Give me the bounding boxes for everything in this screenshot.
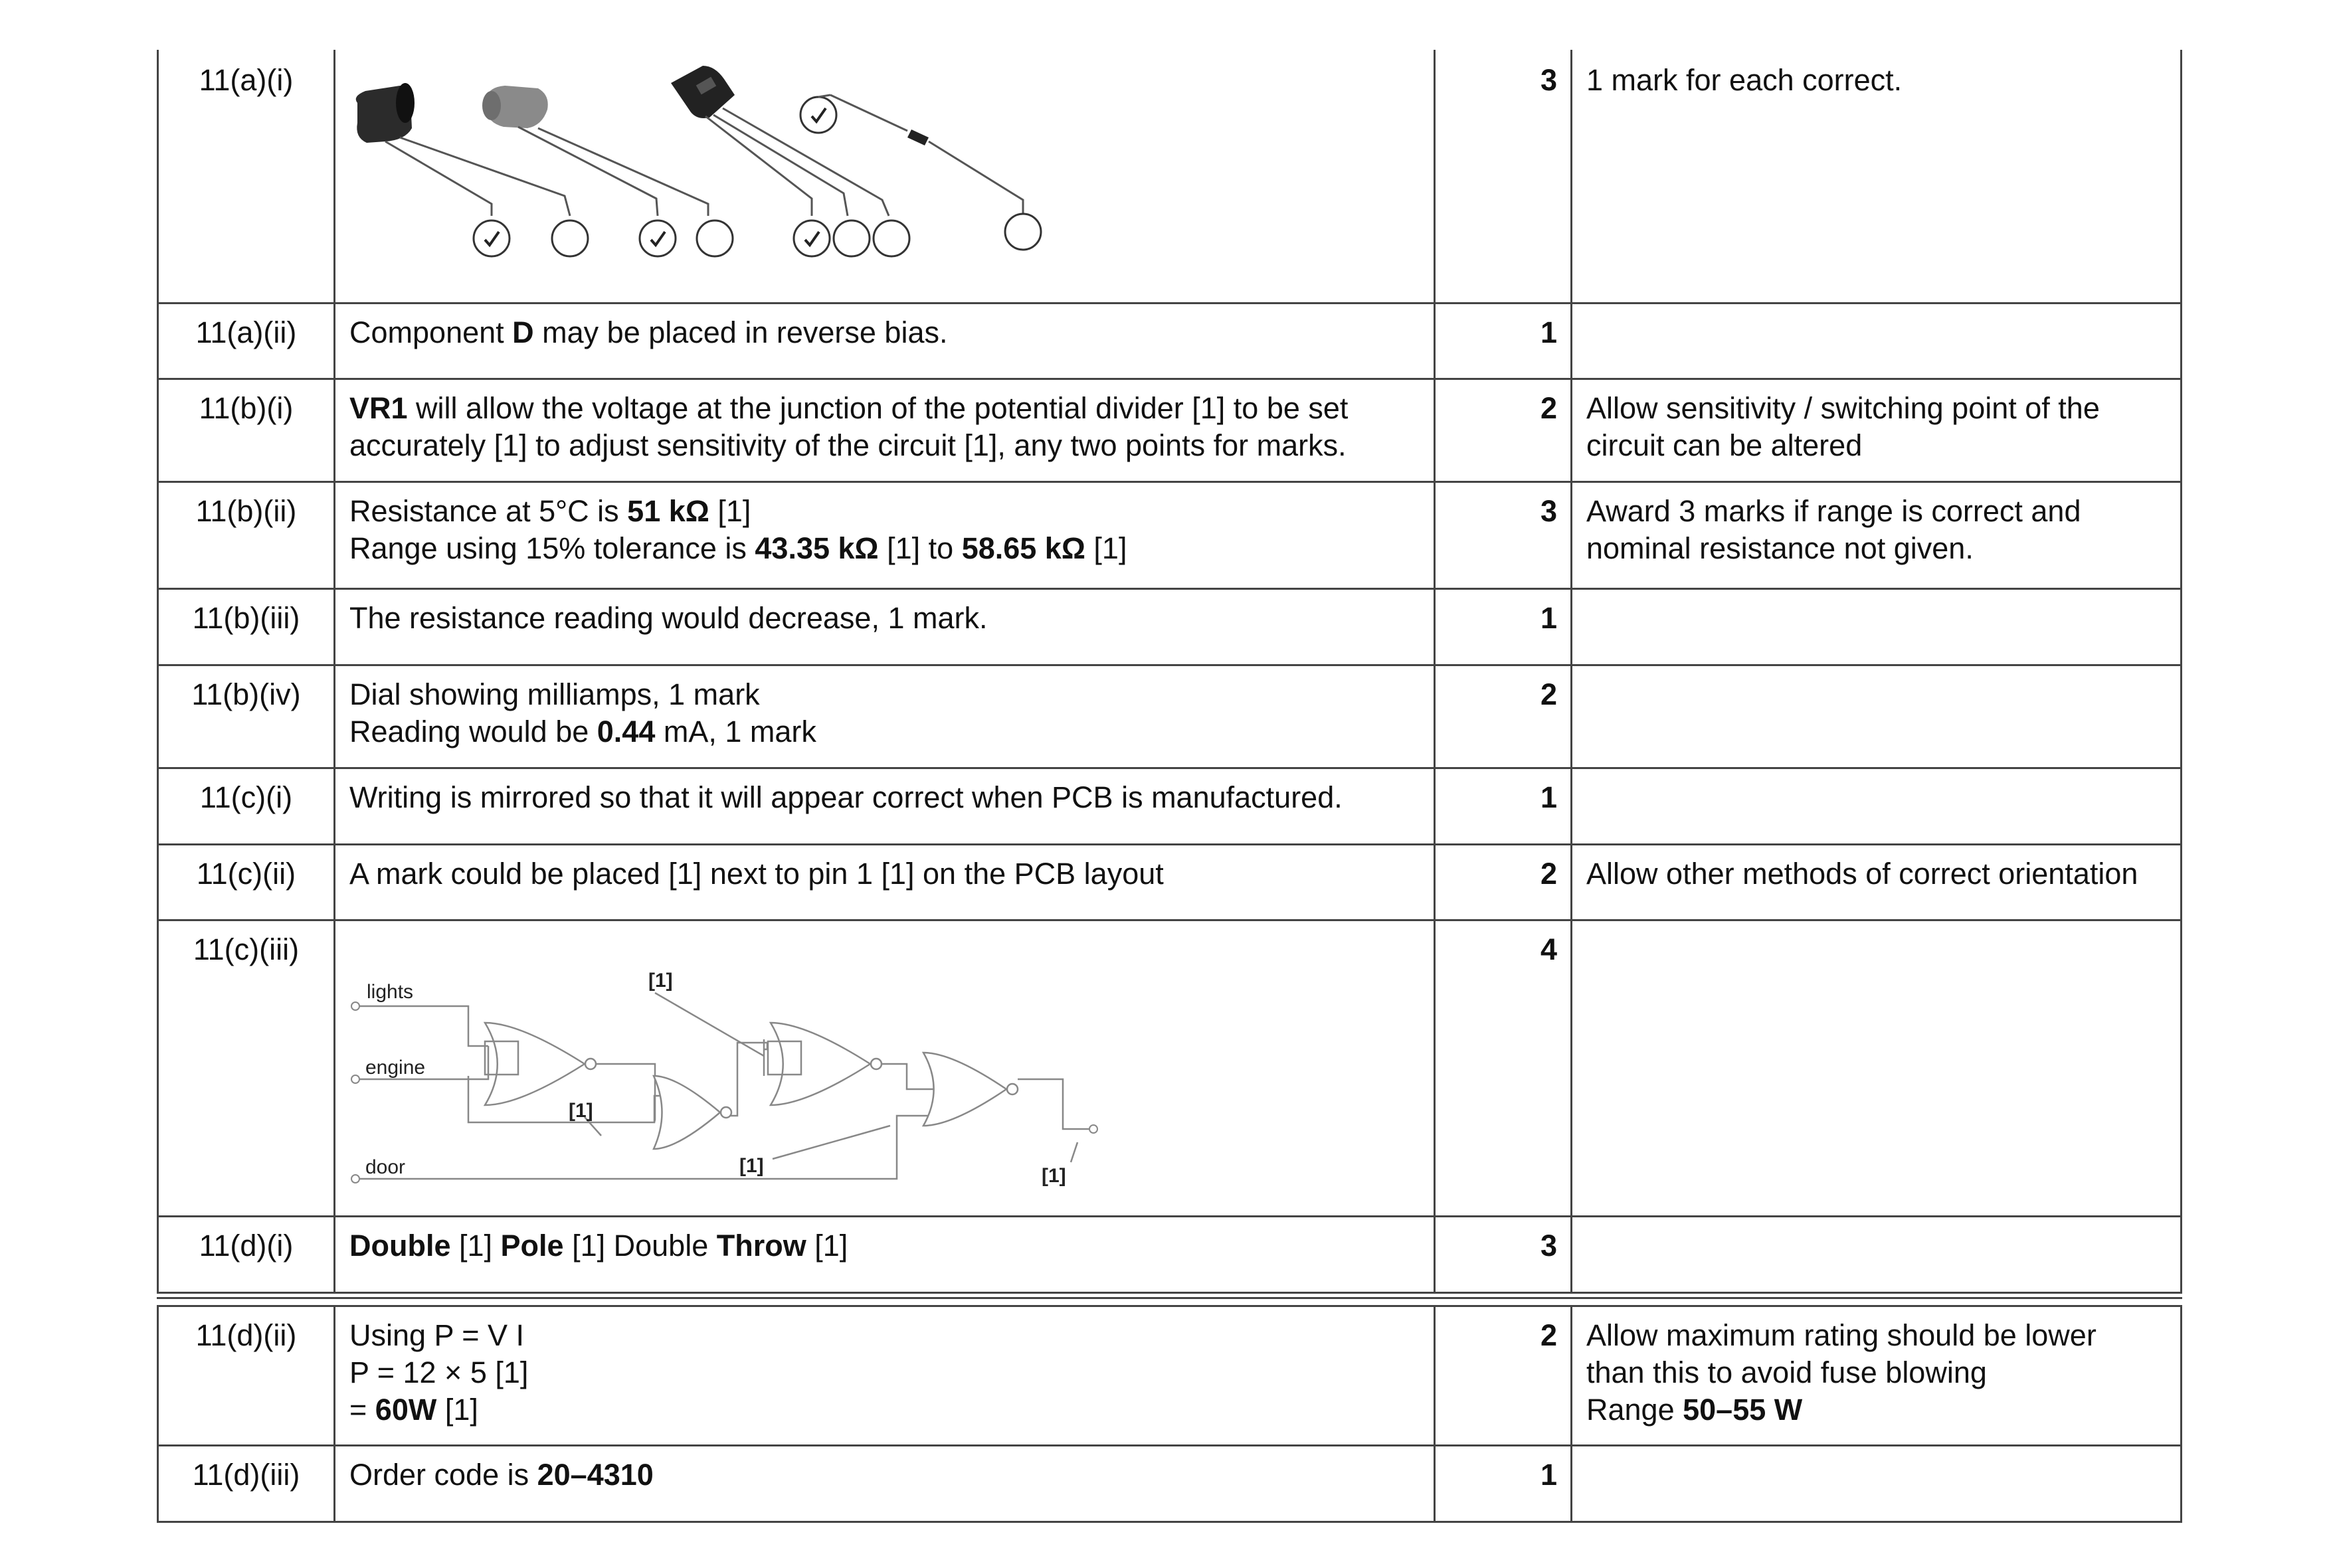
answer-line <box>349 390 1423 427</box>
question-number: 11(d)(iii) <box>192 1458 300 1492</box>
bold-answer-text: 51 kΩ <box>627 494 709 528</box>
answer-line <box>349 1227 1423 1264</box>
answer-text: accurately [1] to adjust sensitivity of the circuit [1], any two points for marks. <box>349 428 1347 462</box>
column-border <box>1434 50 1436 1294</box>
answer-line <box>349 1456 1423 1494</box>
wire <box>1018 1079 1089 1129</box>
input-terminal-icon <box>351 1002 359 1010</box>
row-divider <box>157 1215 2182 1217</box>
empty-circle-icon <box>697 220 733 256</box>
answer-text: [1] <box>709 494 751 528</box>
bold-answer-text: 43.35 kΩ <box>755 531 879 565</box>
inverter-bubble-icon <box>871 1059 882 1069</box>
column-border <box>333 50 335 1294</box>
checked-circle-icon <box>800 97 836 133</box>
bold-answer-text: 20–4310 <box>537 1458 654 1492</box>
lead-wire <box>830 95 907 131</box>
input-terminal-icon <box>351 1075 359 1083</box>
answer-line <box>349 314 1423 351</box>
answer-line <box>349 427 1423 464</box>
components-figure <box>339 56 1109 302</box>
question-number: 11(c)(i) <box>199 780 293 814</box>
guidance-cell <box>1586 390 2170 464</box>
empty-circle-icon <box>1005 214 1041 250</box>
row-divider <box>157 481 2182 483</box>
answer-text: Dial showing milliamps, 1 mark <box>349 677 760 711</box>
guidance-line: Allow sensitivity / switching point of the <box>1586 391 2100 425</box>
mark-annotation: [1] <box>648 970 673 992</box>
question-number: 11(c)(iii) <box>193 932 300 966</box>
column-border <box>2180 50 2182 1294</box>
row-divider <box>157 664 2182 666</box>
answer-text: Resistance at 5°C is <box>349 494 628 528</box>
input-label-engine: engine <box>365 1057 426 1079</box>
lead-wire <box>385 141 492 216</box>
inverter-bubble-icon <box>1007 1084 1018 1094</box>
guidance-cell <box>1586 1317 2170 1429</box>
bold-answer-text: 60W <box>375 1393 437 1427</box>
bold-answer-text: Throw <box>716 1229 806 1263</box>
marks-value: 4 <box>1540 932 1557 966</box>
answer-text: Allow maximum rating should be lower <box>1586 1318 2097 1352</box>
answer-cell <box>349 1456 1423 1494</box>
answer-text: [1] <box>1085 531 1127 565</box>
mark-annotation: [1] <box>739 1155 764 1177</box>
row-divider <box>157 378 2182 380</box>
guidance-line <box>1586 1391 2170 1429</box>
answer-text: will allow the voltage at the junction of the potential divider [1] to be set <box>407 391 1349 425</box>
empty-circle-icon <box>834 220 870 256</box>
answer-text: The resistance reading would decrease, 1 mark. <box>349 601 988 635</box>
lead-wire <box>705 116 812 216</box>
answer-line <box>349 1317 1423 1354</box>
input-terminal-icon <box>351 1175 359 1183</box>
wire <box>595 1064 655 1122</box>
answer-text: A mark could be placed [1] next to pin 1 [1] on the PCB layout <box>349 857 1164 891</box>
answer-cell <box>349 855 1423 893</box>
page-break-rule <box>157 1297 2182 1299</box>
answer-text: Reading would be <box>349 715 597 748</box>
logic-gate-diagram <box>339 923 1136 1215</box>
answer-text: P = 12 × 5 [1] <box>349 1355 529 1389</box>
guidance-cell <box>1586 855 2170 893</box>
checked-circle-icon <box>474 220 510 256</box>
nor-gate-icon <box>654 1076 720 1149</box>
wire <box>731 1043 767 1116</box>
marks-value: 2 <box>1540 677 1557 711</box>
answer-line <box>349 493 1423 530</box>
answer-text: Range using 15% tolerance is <box>349 531 755 565</box>
lead-wire <box>929 141 1023 216</box>
mark-annotation: [1] <box>1042 1165 1066 1187</box>
wire <box>878 1064 933 1089</box>
question-number: 11(b)(i) <box>199 391 294 425</box>
row-divider <box>157 767 2182 769</box>
bold-answer-text: VR1 <box>349 391 408 425</box>
question-number: 11(a)(ii) <box>195 315 297 349</box>
guidance-cell <box>1586 62 2170 99</box>
diode-icon <box>907 130 929 145</box>
table-bottom-border <box>157 1292 2182 1294</box>
answer-text: Writing is mirrored so that it will appear correct when PCB is manufactured. <box>349 780 1343 814</box>
marks-value: 3 <box>1540 63 1557 97</box>
question-number: 11(b)(ii) <box>195 494 297 528</box>
column-border <box>2180 1305 2182 1523</box>
marks-value: 1 <box>1540 315 1557 349</box>
empty-circle-icon <box>552 220 588 256</box>
guidance-line <box>1586 1317 2170 1354</box>
answer-cell <box>349 600 1423 637</box>
output-terminal-icon <box>1089 1125 1097 1133</box>
marks-value: 1 <box>1540 601 1557 635</box>
question-number: 11(c)(ii) <box>196 857 296 891</box>
marks-value: 3 <box>1540 494 1557 528</box>
guidance-line <box>1586 1354 2170 1391</box>
lead-wire <box>400 137 570 216</box>
answer-line <box>349 1354 1423 1391</box>
answer-text: [1] Double <box>563 1229 717 1263</box>
answer-line <box>349 855 1423 893</box>
table-top-border <box>157 1305 2182 1307</box>
inverter-bubble-icon <box>721 1107 731 1118</box>
answer-text: [1] <box>436 1393 478 1427</box>
answer-text: Order code is <box>349 1458 537 1492</box>
marks-value: 2 <box>1540 391 1557 425</box>
answer-cell <box>349 390 1423 464</box>
wire <box>1071 1142 1077 1162</box>
inverter-bubble-icon <box>585 1059 596 1069</box>
question-number: 11(d)(ii) <box>195 1318 297 1352</box>
wire <box>359 1116 933 1179</box>
answer-text: Range <box>1586 1393 1683 1427</box>
answer-line <box>349 779 1423 816</box>
answer-line <box>349 530 1423 567</box>
question-number: 11(b)(iii) <box>192 601 300 635</box>
answer-line <box>349 713 1423 750</box>
row-divider <box>157 588 2182 590</box>
marks-value: 1 <box>1540 780 1557 814</box>
column-border <box>333 1305 335 1523</box>
answer-text: may be placed in reverse bias. <box>533 315 948 349</box>
marks-value: 2 <box>1540 1318 1557 1352</box>
answer-cell <box>349 1227 1423 1264</box>
checked-circle-icon <box>794 220 830 256</box>
nor-gate-icon <box>771 1023 870 1105</box>
row-divider <box>157 1444 2182 1446</box>
answer-line <box>349 1391 1423 1429</box>
answer-text: Using P = V I <box>349 1318 525 1352</box>
wire <box>655 993 764 1056</box>
input-label-lights: lights <box>367 981 414 1003</box>
answer-cell <box>349 779 1423 816</box>
nor-gate-icon <box>923 1053 1006 1126</box>
empty-circle-icon <box>874 220 909 256</box>
row-divider <box>157 919 2182 921</box>
answer-text: [1] <box>806 1229 848 1263</box>
column-border <box>1570 50 1572 1294</box>
bold-answer-text: 50–55 W <box>1683 1393 1803 1427</box>
marks-value: 1 <box>1540 1458 1557 1492</box>
guidance-line: circuit can be altered <box>1586 428 1863 462</box>
answer-cell <box>349 493 1423 567</box>
guidance-cell <box>1586 493 2170 567</box>
question-number: 11(a)(i) <box>199 63 294 97</box>
bold-answer-text: Double <box>349 1229 451 1263</box>
bold-answer-text: 58.65 kΩ <box>961 531 1085 565</box>
question-number: 11(d)(i) <box>199 1229 294 1263</box>
answer-text: [1] <box>450 1229 501 1263</box>
bold-answer-text: 0.44 <box>597 715 656 748</box>
mark-annotation: [1] <box>569 1100 593 1122</box>
column-border <box>1570 1305 1572 1523</box>
answer-cell <box>349 1317 1423 1429</box>
answer-text: = <box>349 1393 375 1427</box>
checked-circle-icon <box>640 220 676 256</box>
question-number: 11(b)(iv) <box>191 677 301 711</box>
input-label-door: door <box>365 1156 406 1178</box>
wire <box>359 1006 488 1046</box>
bold-answer-text: Pole <box>500 1229 564 1263</box>
marks-value: 3 <box>1540 1229 1557 1263</box>
answer-text: mA, 1 mark <box>655 715 816 748</box>
answer-text: Component <box>349 315 513 349</box>
lead-wire <box>538 128 708 216</box>
bold-answer-text: D <box>512 315 534 349</box>
row-divider <box>157 302 2182 304</box>
answer-text: [1] to <box>878 531 962 565</box>
answer-cell <box>349 676 1423 750</box>
answer-text: than this to avoid fuse blowing <box>1586 1355 1987 1389</box>
wire <box>773 1126 890 1159</box>
row-divider <box>157 843 2182 845</box>
guidance-line: Allow other methods of correct orientation <box>1586 857 2138 891</box>
answer-line <box>349 600 1423 637</box>
table-bottom-border <box>157 1521 2182 1523</box>
answer-cell <box>349 314 1423 351</box>
guidance-line: nominal resistance not given. <box>1586 531 1974 565</box>
guidance-line: Award 3 marks if range is correct and <box>1586 494 2081 528</box>
guidance-line: 1 mark for each correct. <box>1586 63 1903 97</box>
marks-value: 2 <box>1540 857 1557 891</box>
column-border <box>157 50 159 1294</box>
answer-line <box>349 676 1423 713</box>
nor-gate-icon <box>485 1023 585 1105</box>
